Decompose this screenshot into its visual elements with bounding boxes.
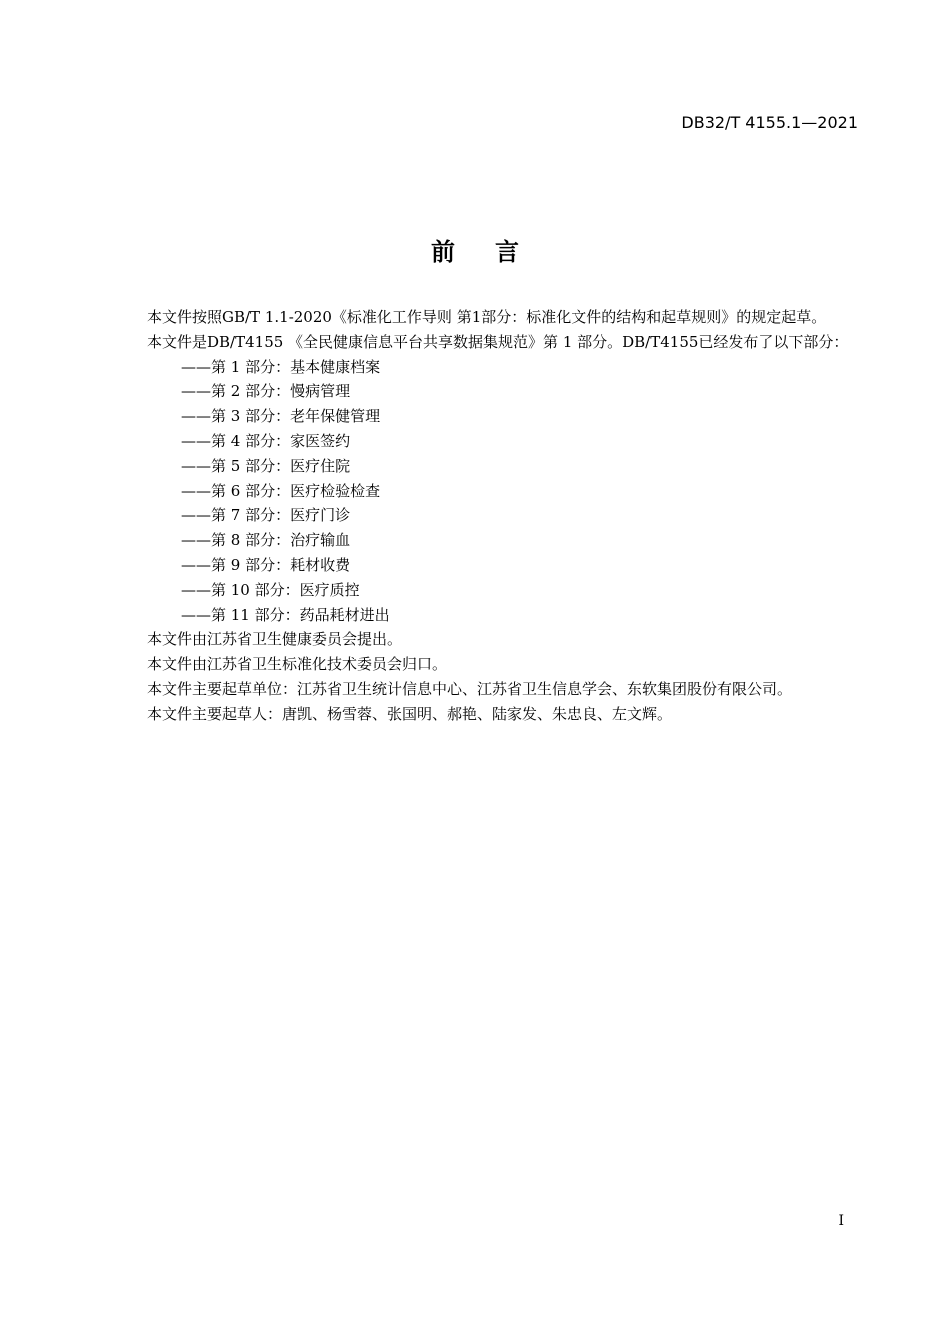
list-item: ——第 3 部分：老年保健管理 [181,407,381,426]
paragraph-drafting-rules: 本文件按照GB/T 1.1-2020《标准化工作导则 第1部分：标准化文件的结构和起草规则》的规定起草。 [147,308,827,326]
page-title: 前言 [431,238,559,267]
list-item: ——第 6 部分：医疗检验检查 [181,481,381,500]
list-item: ——第 1 部分：基本健康档案 [181,357,381,376]
foreword-body [113,305,859,727]
document-code: DB32/T 4155.1—2021 [681,113,858,132]
paragraph-proposer: 本文件由江苏省卫生健康委员会提出。 [147,630,403,649]
page-number: I [838,1213,844,1229]
list-item: ——第 10 部分：医疗质控 [181,580,360,599]
paragraph-committee: 本文件由江苏省卫生标准化技术委员会归口。 [147,655,448,674]
list-item: ——第 5 部分：医疗住院 [181,456,351,475]
list-item: ——第 7 部分：医疗门诊 [181,506,351,525]
list-item: ——第 11 部分：药品耗材进出 [181,605,390,624]
paragraph-series-info: 本文件是DB/T4155 《全民健康信息平台共享数据集规范》第 1 部分。DB/T4155已经发布了以下部分： [147,332,849,351]
list-item: ——第 2 部分：慢病管理 [181,382,351,401]
parts-list [113,355,859,628]
paragraph-drafters: 本文件主要起草人：唐凯、杨雪蓉、张国明、郝艳、陆家发、朱忠良、左文辉。 [147,704,673,723]
list-item: ——第 9 部分：耗材收费 [181,555,351,574]
paragraph-drafting-units: 本文件主要起草单位：江苏省卫生统计信息中心、江苏省卫生信息学会、东软集团股份有限公司。 [147,679,793,698]
list-item: ——第 8 部分：治疗输血 [181,531,351,550]
list-item: ——第 4 部分：家医签约 [181,431,351,450]
